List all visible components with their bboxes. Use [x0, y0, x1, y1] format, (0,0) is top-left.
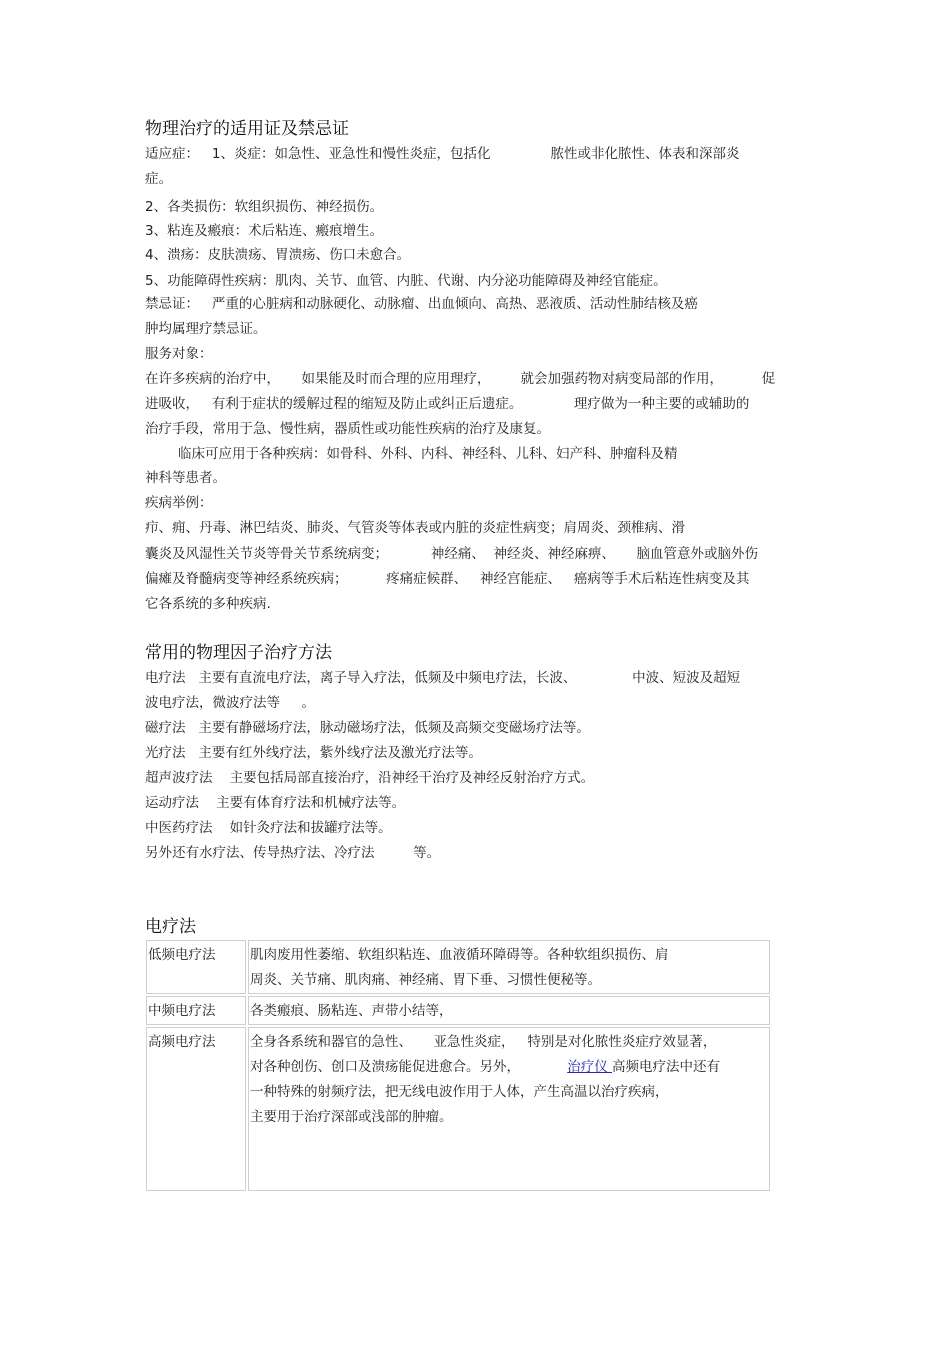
therapy-indications-cell: [248, 996, 770, 1025]
text-line: 治疗手段，常用于急、慢性病，器质性或功能性疾病的治疗及康复。: [145, 421, 550, 437]
text-line: 症。: [145, 171, 172, 187]
text-line: 3、粘连及瘢痕：术后粘连、瘢痕增生。: [145, 223, 384, 239]
text-line: 中医药疗法 如针灸疗法和拔罐疗法等。: [145, 820, 392, 836]
therapy-name-cell: 中频电疗法: [146, 996, 246, 1025]
text-line: 疾病举例：: [145, 495, 213, 511]
table-row: [146, 996, 770, 1025]
cell-line: 周炎、关节痛、肌肉痛、神经痛、胃下垂、习惯性便秘等。: [250, 972, 601, 988]
cell-text: 对各种创伤、创口及溃疡能促进愈合。另外，: [250, 1059, 568, 1075]
text-line: 适应症： 1、炎症：如急性、亚急性和慢性炎症，包括化 脓性或非化脓性、体表和深部炎: [145, 146, 740, 162]
text-line: 在许多疾病的治疗中， 如果能及时而合理的应用理疗， 就会加强药物对病变局部的作用， 促: [145, 371, 776, 387]
text-line: 偏瘫及脊髓病变等神经系统疾病； 疼痛症候群、 神经宫能症、 癌病等手术后粘连性病变及其: [145, 571, 750, 587]
cell-line: 主要用于治疗深部或浅部的肿瘤。: [250, 1109, 453, 1125]
section-title-indications: 物理治疗的适用证及禁忌证: [145, 119, 349, 139]
electrotherapy-table: [144, 938, 772, 1193]
cell-line: 各类瘢痕、肠粘连、声带小结等，: [250, 1003, 453, 1019]
text-line: 超声波疗法 主要包括局部直接治疗，沿神经干治疗及神经反射治疗方式。: [145, 770, 595, 786]
therapy-name-cell: 高频电疗法: [146, 1027, 246, 1191]
therapy-indications-cell: [248, 940, 770, 994]
text-line: 运动疗法 主要有体育疗法和机械疗法等。: [145, 795, 406, 811]
text-line: 波电疗法，微波疗法等 。: [145, 695, 315, 711]
cell-line: [250, 1055, 768, 1080]
section-title-methods: 常用的物理因子治疗方法: [145, 643, 332, 663]
cell-line: 全身各系统和器官的急性、 亚急性炎症， 特别是对化脓性炎症疗效显著，: [250, 1034, 717, 1050]
text-line: 2、各类损伤：软组织损伤、神经损伤。: [145, 199, 384, 215]
text-line: 服务对象：: [145, 346, 213, 362]
table-row: [146, 940, 770, 994]
text-line: 4、溃疡：皮肤溃疡、胃溃疡、伤口未愈合。: [145, 247, 411, 263]
cell-line: 一种特殊的射频疗法，把无线电波作用于人体，产生高温以治疗疾病，: [250, 1084, 669, 1100]
table-row: [146, 1027, 770, 1191]
therapy-device-link[interactable]: 治疗仪: [567, 1059, 613, 1075]
section-title-electrotherapy: 电疗法: [145, 917, 196, 937]
text-line: 肿均属理疗禁忌证。: [145, 321, 267, 337]
text-line: 5、功能障碍性疾病：肌肉、关节、血管、内脏、代谢、内分泌功能障碍及神经官能症。: [145, 273, 667, 289]
text-line: 光疗法 主要有红外线疗法，紫外线疗法及激光疗法等。: [145, 745, 482, 761]
text-line: 另外还有水疗法、传导热疗法、冷疗法 等。: [145, 845, 441, 861]
text-line: 磁疗法 主要有静磁场疗法，脉动磁场疗法，低频及高频交变磁场疗法等。: [145, 720, 590, 736]
therapy-name-cell: 低频电疗法: [146, 940, 246, 994]
text-line: 电疗法 主要有直流电疗法，离子导入疗法，低频及中频电疗法，长波、 中波、短波及超短: [145, 670, 741, 686]
text-line-indented: 临床可应用于各种疾病：如骨科、外科、内科、神经科、儿科、妇产科、肿瘤科及精: [178, 446, 678, 462]
text-line: 囊炎及风湿性关节炎等骨关节系统病变； 神经痛、 神经炎、神经麻痹、 脑血管意外或脑外伤: [145, 546, 758, 562]
text-line: 进吸收， 有利于症状的缓解过程的缩短及防止或纠正后遗症。 理疗做为一种主要的或辅助的: [145, 396, 750, 412]
therapy-indications-cell: [248, 1027, 770, 1191]
text-line: 疖、痈、丹毒、淋巴结炎、肺炎、气管炎等体表或内脏的炎症性病变；肩周炎、颈椎病、滑: [145, 520, 685, 536]
text-line: 禁忌证： 严重的心脏病和动脉硬化、动脉瘤、出血倾向、高热、恶液质、活动性肺结核及癌: [145, 296, 698, 312]
cell-text: 高频电疗法中还有: [612, 1059, 721, 1075]
cell-line: 肌肉废用性萎缩、软组织粘连、血液循环障碍等。各种软组织损伤、肩: [250, 947, 669, 963]
text-line: 神科等患者。: [145, 470, 226, 486]
text-line: 它各系统的多种疾病.: [145, 596, 271, 612]
